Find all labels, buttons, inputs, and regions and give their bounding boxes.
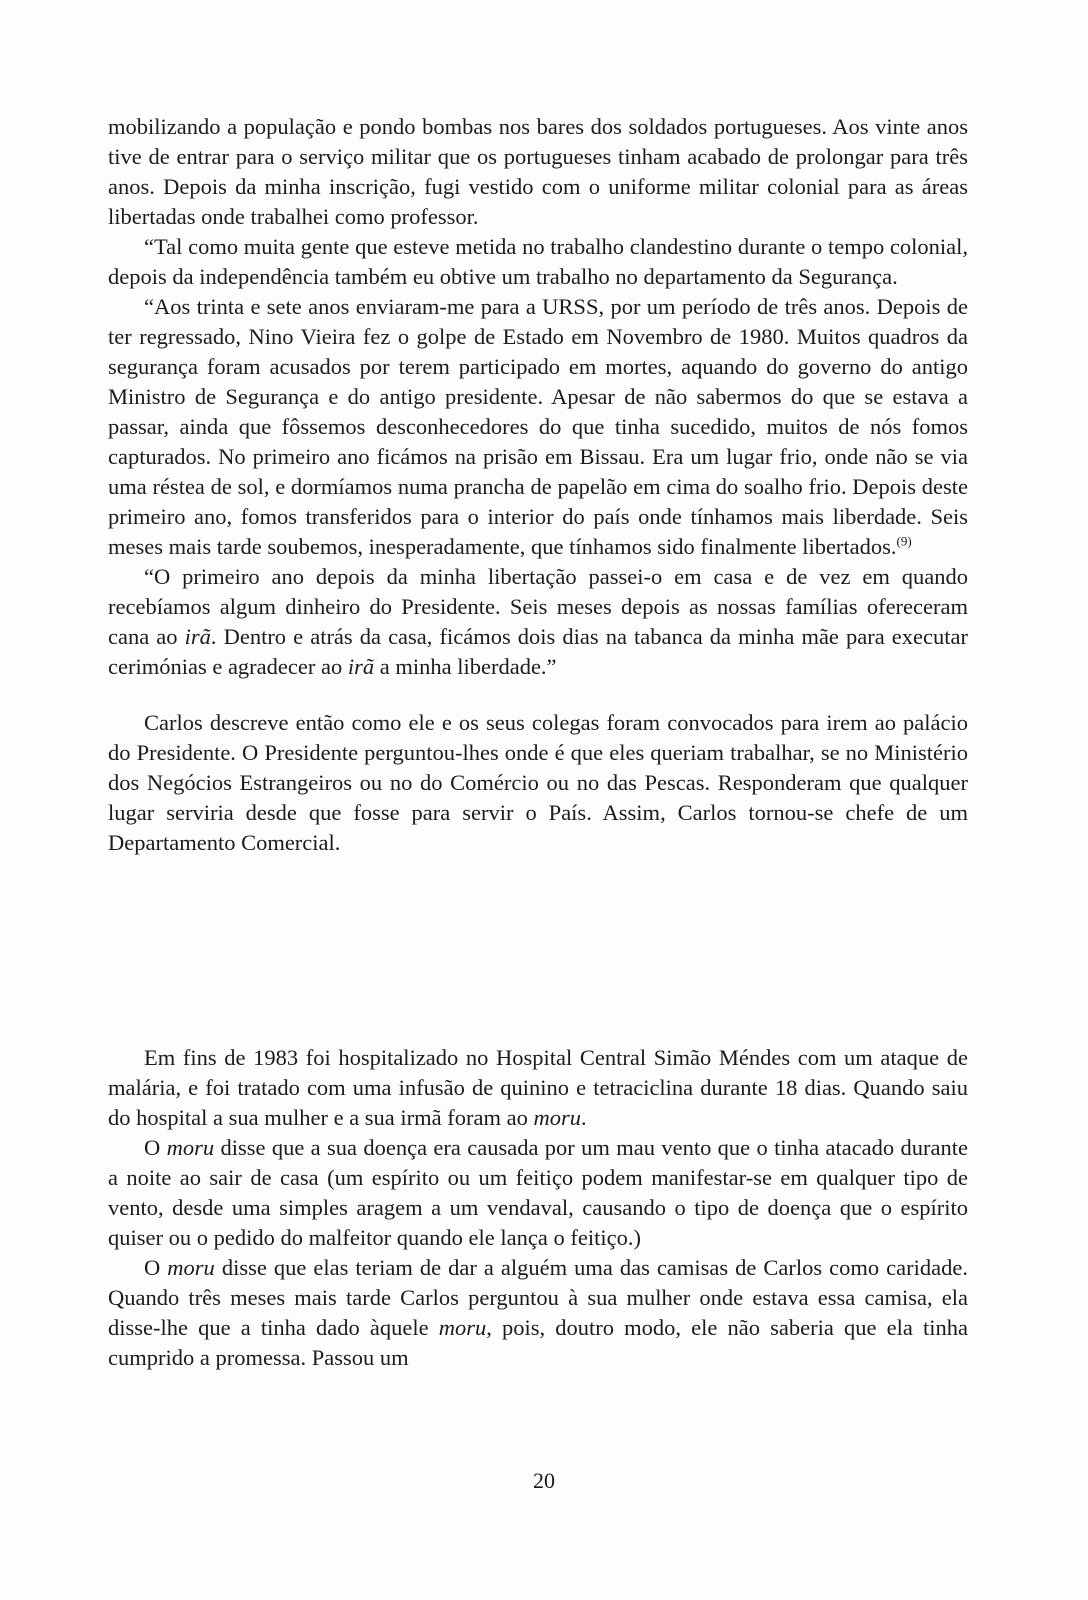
text-run: a minha liberdade.” (374, 654, 557, 679)
italic-term: irã (347, 654, 375, 679)
page-number: 20 (533, 1468, 555, 1493)
text-run: . Dentro e atrás da casa, ficámos dois dias na tabanca da minha mãe para executar cerimónias e agradecer ao (108, 624, 968, 679)
text-run: “Tal como muita gente que esteve metida no trabalho clandestino durante o tempo colonial, depois da independência também eu obtive um trabalho no departamento da Segurança. (108, 234, 968, 289)
text-run: disse que elas teriam de dar a alguém uma das camisas de Carlos como caridade. Quando três meses mais tarde Carlos perguntou à sua mulher onde estava essa camisa, ela disse-lhe que a tinha dado àquele (108, 1255, 969, 1340)
italic-term: moru (167, 1255, 215, 1280)
paragraph (108, 1253, 968, 1373)
text-run: O (144, 1135, 167, 1160)
paragraph (108, 232, 968, 292)
text-run: , pois, doutro modo, ele não saberia que ela tinha cumprido a promessa. Passou um (108, 1315, 969, 1370)
italic-term: moru (533, 1105, 582, 1130)
text-run: “Aos trinta e sete anos enviaram-me para a URSS, por um período de três anos. Depois de ter regressado, Nino Vieira fez o golpe de Estado em Novembro de 1980. Muitos quadros da segurança foram acusados por terem participado em mortes, aquando do governo do antigo Ministro de Segurança e do antigo presidente. Apesar de não sabermos do que se estava a passar, ainda que fôssemos desconhecedores do que tinha sucedido, muitos de nós fomos capturados. No primeiro ano ficámos na prisão em Bissau. Era um lugar frio, onde não se via uma réstea de sol, e dormíamos numa prancha de papelão em cima do soalho frio. Depois deste primeiro ano, fomos transferidos para o interior do país onde tínhamos mais liberdade. Seis meses mais tarde soubemos, inesperadamente, que tínhamos sido finalmente libertados. (108, 294, 968, 559)
text-run: disse que a sua doença era causada por um mau vento que o tinha atacado durante a noite ao sair de casa (um espírito ou um feitiço podem manifestar-se em qualquer tipo de vento, desde uma simples aragem a um vendaval, causando o tipo de doença que o espírito quiser ou o pedido do malfeitor quando ele lança o feitiço.) (108, 1135, 968, 1250)
italic-term: moru (166, 1135, 215, 1160)
italic-term: moru (438, 1315, 487, 1340)
paragraph (108, 292, 968, 562)
text-run: . (581, 1105, 587, 1130)
footnote-marker: (9) (896, 533, 912, 549)
italic-term: irã (184, 624, 211, 649)
text-run: mobilizando a população e pondo bombas nos bares dos soldados portugueses. Aos vinte anos tive de entrar para o serviço militar que os portugueses tinham acabado de prolongar para três anos. Depois da minha inscrição, fugi vestido com o uniforme militar colonial para as áreas libertadas onde trabalhei como professor. (108, 114, 968, 229)
text-block-bottom (108, 1043, 968, 1373)
paragraph (108, 1133, 968, 1253)
text-run: O (144, 1255, 168, 1280)
paragraph (108, 112, 968, 232)
text-run: Carlos descreve então como ele e os seus colegas foram convocados para irem ao palácio do Presidente. O Presidente perguntou-lhes onde é que eles queriam trabalhar, se no Ministério dos Negócios Estrangeiros ou no do Comércio ou no das Pescas. Responderam que qualquer lugar serviria desde que fosse para servir o País. Assim, Carlos tornou-se chefe de um Departamento Comercial. (108, 710, 968, 855)
text-run: Em fins de 1983 foi hospitalizado no Hospital Central Simão Méndes com um ataque de malária, e foi tratado com uma infusão de quinino e tetraciclina durante 18 dias. Quando saiu do hospital a sua mulher e a sua irmã foram ao (108, 1045, 968, 1130)
text-block-top (108, 112, 968, 858)
paragraph (108, 562, 968, 682)
paragraph (108, 1043, 968, 1133)
text-run: “O primeiro ano depois da minha libertação passei-o em casa e de vez em quando recebíamos algum dinheiro do Presidente. Seis meses depois as nossas famílias ofereceram cana ao (108, 564, 968, 649)
paragraph (108, 708, 968, 858)
